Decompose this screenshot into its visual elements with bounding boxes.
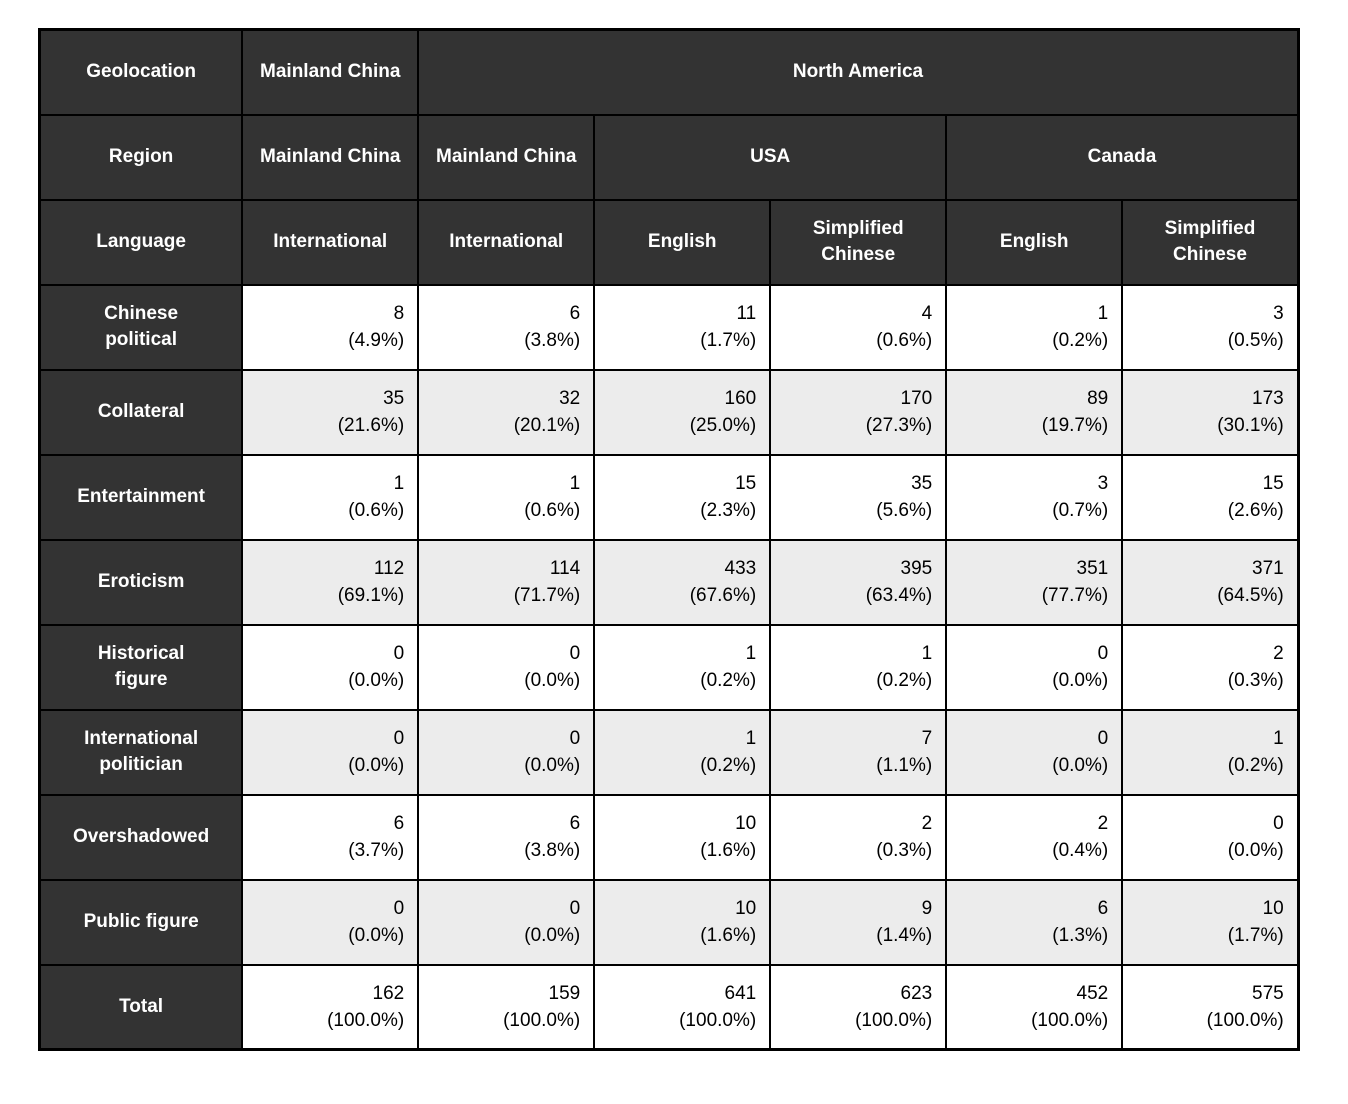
cell-count: 0 xyxy=(1273,813,1284,834)
cell-count: 10 xyxy=(1262,898,1284,919)
cell-count: 15 xyxy=(1262,473,1284,494)
table-cell xyxy=(1122,285,1298,370)
table-cell xyxy=(1122,625,1298,710)
table-cell xyxy=(1122,880,1298,965)
table-cell xyxy=(594,285,770,370)
table-cell xyxy=(242,965,418,1050)
table-cell xyxy=(1122,710,1298,795)
cell-count: 112 xyxy=(373,558,405,579)
cell-percent: (19.7%) xyxy=(1041,415,1109,436)
cell-percent: (1.6%) xyxy=(700,840,757,861)
table-row-eroticism xyxy=(40,540,1299,625)
table-row-total xyxy=(40,965,1299,1050)
cell-percent: (0.7%) xyxy=(1052,500,1109,521)
cell-count: 0 xyxy=(393,643,405,664)
row-label-collateral: Collateral xyxy=(40,370,243,455)
cell-percent: (0.5%) xyxy=(1227,330,1284,351)
cell-percent: (1.3%) xyxy=(1052,925,1109,946)
row-label-entertainment: Entertainment xyxy=(40,455,243,540)
cell-percent: (1.6%) xyxy=(700,925,757,946)
table-cell xyxy=(946,795,1122,880)
crosstab-table xyxy=(38,28,1300,1051)
table-cell xyxy=(594,625,770,710)
cell-count: 1 xyxy=(745,643,757,664)
table-cell xyxy=(594,710,770,795)
table-cell xyxy=(418,795,594,880)
cell-count: 351 xyxy=(1076,558,1109,579)
cell-percent: (77.7%) xyxy=(1041,585,1109,606)
cell-count: 4 xyxy=(921,303,933,324)
table-cell xyxy=(418,625,594,710)
table-cell xyxy=(418,880,594,965)
cell-count: 1 xyxy=(1273,728,1284,749)
cell-count: 452 xyxy=(1076,982,1109,1004)
cell-count: 395 xyxy=(900,558,933,579)
cell-count: 0 xyxy=(569,728,581,749)
cell-percent: (3.7%) xyxy=(348,840,405,861)
cell-count: 11 xyxy=(736,303,757,324)
header-cell-mainland-china: Mainland China xyxy=(242,30,418,115)
cell-count: 1 xyxy=(393,473,405,494)
header-cell-english: English xyxy=(594,200,770,285)
header-row-title-region: Region xyxy=(40,115,243,200)
cell-percent: (0.3%) xyxy=(876,840,933,861)
table-cell xyxy=(770,965,946,1050)
table-cell xyxy=(242,880,418,965)
cell-count: 6 xyxy=(569,813,581,834)
header-row-geolocation xyxy=(40,30,1299,115)
table-cell xyxy=(418,710,594,795)
cell-percent: (1.4%) xyxy=(876,925,933,946)
cell-count: 0 xyxy=(569,643,581,664)
cell-count: 170 xyxy=(900,388,933,409)
cell-percent: (100.0%) xyxy=(679,1009,757,1031)
cell-count: 433 xyxy=(724,558,757,579)
cell-count: 3 xyxy=(1097,473,1109,494)
table-cell xyxy=(594,965,770,1050)
cell-count: 0 xyxy=(569,898,581,919)
cell-percent: (3.8%) xyxy=(524,330,581,351)
table-cell xyxy=(946,625,1122,710)
table-cell xyxy=(242,455,418,540)
header-cell-english: English xyxy=(946,200,1122,285)
cell-percent: (0.0%) xyxy=(524,755,581,776)
cell-count: 10 xyxy=(735,898,757,919)
table-cell xyxy=(594,455,770,540)
cell-percent: (0.6%) xyxy=(876,330,933,351)
table-cell xyxy=(242,710,418,795)
table-cell xyxy=(594,880,770,965)
cell-count: 35 xyxy=(911,473,933,494)
table-row-international-politician xyxy=(40,710,1299,795)
cell-percent: (3.8%) xyxy=(524,840,581,861)
header-cell-simplified-chinese: Simplified Chinese xyxy=(1122,200,1298,285)
cell-count: 2 xyxy=(1097,813,1109,834)
table-cell xyxy=(418,965,594,1050)
row-label-total: Total xyxy=(40,965,243,1050)
cell-count: 1 xyxy=(569,473,581,494)
table-cell xyxy=(946,455,1122,540)
cell-percent: (4.9%) xyxy=(348,330,405,351)
table-cell xyxy=(418,540,594,625)
cell-count: 8 xyxy=(393,303,405,324)
cell-percent: (21.6%) xyxy=(337,415,405,436)
table-cell xyxy=(946,540,1122,625)
cell-count: 159 xyxy=(548,982,581,1004)
header-row-language xyxy=(40,200,1299,285)
cell-count: 371 xyxy=(1252,558,1284,579)
row-label-overshadowed: Overshadowed xyxy=(40,795,243,880)
cell-percent: (20.1%) xyxy=(513,415,581,436)
header-cell-mainland-china: Mainland China xyxy=(418,115,594,200)
cell-percent: (69.1%) xyxy=(337,585,405,606)
cell-percent: (63.4%) xyxy=(865,585,933,606)
table-cell xyxy=(242,795,418,880)
table-cell xyxy=(770,795,946,880)
header-row-title-geolocation: Geolocation xyxy=(40,30,243,115)
cell-count: 2 xyxy=(1273,643,1284,664)
table-cell xyxy=(242,370,418,455)
table-cell xyxy=(594,795,770,880)
cell-percent: (1.7%) xyxy=(700,330,757,351)
cell-count: 89 xyxy=(1087,388,1109,409)
table-cell xyxy=(594,370,770,455)
row-label-historical-figure: Historical figure xyxy=(40,625,243,710)
cell-percent: (0.0%) xyxy=(1052,670,1109,691)
table-cell xyxy=(946,285,1122,370)
table-cell xyxy=(418,455,594,540)
cell-percent: (67.6%) xyxy=(689,585,757,606)
cell-percent: (0.2%) xyxy=(1052,330,1109,351)
cell-percent: (0.0%) xyxy=(348,755,405,776)
table-cell xyxy=(946,965,1122,1050)
table-cell xyxy=(770,880,946,965)
cell-count: 114 xyxy=(549,558,581,579)
table-cell xyxy=(418,285,594,370)
cell-count: 35 xyxy=(383,388,405,409)
row-label-eroticism: Eroticism xyxy=(40,540,243,625)
header-cell-north-america: North America xyxy=(418,30,1298,115)
header-cell-usa: USA xyxy=(594,115,946,200)
cell-percent: (0.0%) xyxy=(348,925,405,946)
table-cell xyxy=(770,370,946,455)
cell-percent: (0.0%) xyxy=(524,925,581,946)
cell-percent: (0.0%) xyxy=(1052,755,1109,776)
cell-percent: (100.0%) xyxy=(327,1009,405,1031)
cell-count: 1 xyxy=(745,728,757,749)
cell-count: 162 xyxy=(372,982,405,1004)
table-row-entertainment xyxy=(40,455,1299,540)
cell-percent: (0.2%) xyxy=(876,670,933,691)
table-row-chinese-political xyxy=(40,285,1299,370)
table-cell xyxy=(770,540,946,625)
table-body xyxy=(40,285,1299,1050)
cell-count: 7 xyxy=(921,728,933,749)
cell-percent: (100.0%) xyxy=(503,1009,581,1031)
table-cell xyxy=(242,540,418,625)
table-cell xyxy=(1122,370,1298,455)
table-cell xyxy=(1122,795,1298,880)
cell-percent: (0.0%) xyxy=(524,670,581,691)
cell-percent: (25.0%) xyxy=(689,415,757,436)
cell-percent: (71.7%) xyxy=(513,585,581,606)
table-cell xyxy=(770,710,946,795)
table-cell xyxy=(946,710,1122,795)
header-row-title-language: Language xyxy=(40,200,243,285)
table-cell xyxy=(946,370,1122,455)
cell-percent: (5.6%) xyxy=(876,500,933,521)
cell-count: 173 xyxy=(1252,388,1284,409)
table-cell xyxy=(770,625,946,710)
cell-percent: (0.4%) xyxy=(1052,840,1109,861)
cell-count: 0 xyxy=(1097,643,1109,664)
table-cell xyxy=(242,285,418,370)
header-cell-canada: Canada xyxy=(946,115,1298,200)
row-label-chinese-political: Chinese political xyxy=(40,285,243,370)
row-label-international-politician: International politician xyxy=(40,710,243,795)
cell-count: 0 xyxy=(393,728,405,749)
cell-percent: (27.3%) xyxy=(865,415,933,436)
cell-count: 160 xyxy=(724,388,757,409)
cell-percent: (0.0%) xyxy=(1227,840,1284,861)
table-row-public-figure xyxy=(40,880,1299,965)
cell-percent: (100.0%) xyxy=(1031,1009,1109,1031)
cell-count: 641 xyxy=(724,982,757,1004)
table-cell xyxy=(418,370,594,455)
header-cell-simplified-chinese: Simplified Chinese xyxy=(770,200,946,285)
header-cell-international: International xyxy=(418,200,594,285)
table-head xyxy=(40,30,1299,285)
cell-count: 9 xyxy=(921,898,933,919)
cell-count: 10 xyxy=(735,813,757,834)
table-cell xyxy=(1122,965,1298,1050)
cell-count: 32 xyxy=(559,388,581,409)
cell-count: 0 xyxy=(1097,728,1109,749)
cell-percent: (1.1%) xyxy=(876,755,933,776)
table-row-historical-figure xyxy=(40,625,1299,710)
cell-percent: (0.6%) xyxy=(348,500,405,521)
cell-percent: (0.2%) xyxy=(700,670,757,691)
cell-count: 0 xyxy=(393,898,405,919)
table-cell xyxy=(770,455,946,540)
cell-percent: (0.2%) xyxy=(1227,755,1284,776)
cell-percent: (0.0%) xyxy=(348,670,405,691)
header-row-region xyxy=(40,115,1299,200)
table-cell xyxy=(770,285,946,370)
table-cell xyxy=(242,625,418,710)
cell-count: 2 xyxy=(921,813,933,834)
cell-percent: (100.0%) xyxy=(1206,1009,1284,1031)
table-cell xyxy=(1122,540,1298,625)
cell-percent: (2.6%) xyxy=(1227,500,1284,521)
table-cell xyxy=(946,880,1122,965)
cell-count: 1 xyxy=(1097,303,1109,324)
cell-percent: (30.1%) xyxy=(1217,415,1284,436)
row-label-public-figure: Public figure xyxy=(40,880,243,965)
cell-percent: (0.2%) xyxy=(700,755,757,776)
cell-percent: (1.7%) xyxy=(1227,925,1284,946)
cell-count: 3 xyxy=(1273,303,1284,324)
cell-count: 6 xyxy=(569,303,581,324)
cell-count: 15 xyxy=(735,473,757,494)
cell-percent: (0.6%) xyxy=(524,500,581,521)
table-cell xyxy=(594,540,770,625)
cell-count: 575 xyxy=(1252,982,1284,1004)
cell-count: 6 xyxy=(393,813,405,834)
cell-count: 1 xyxy=(921,643,933,664)
cell-percent: (2.3%) xyxy=(700,500,757,521)
table-row-collateral xyxy=(40,370,1299,455)
cell-count: 6 xyxy=(1097,898,1109,919)
cell-percent: (0.3%) xyxy=(1227,670,1284,691)
header-cell-international: International xyxy=(242,200,418,285)
cell-percent: (100.0%) xyxy=(855,1009,933,1031)
cell-count: 623 xyxy=(900,982,933,1004)
table-row-overshadowed xyxy=(40,795,1299,880)
cell-percent: (64.5%) xyxy=(1217,585,1284,606)
header-cell-mainland-china: Mainland China xyxy=(242,115,418,200)
table-cell xyxy=(1122,455,1298,540)
